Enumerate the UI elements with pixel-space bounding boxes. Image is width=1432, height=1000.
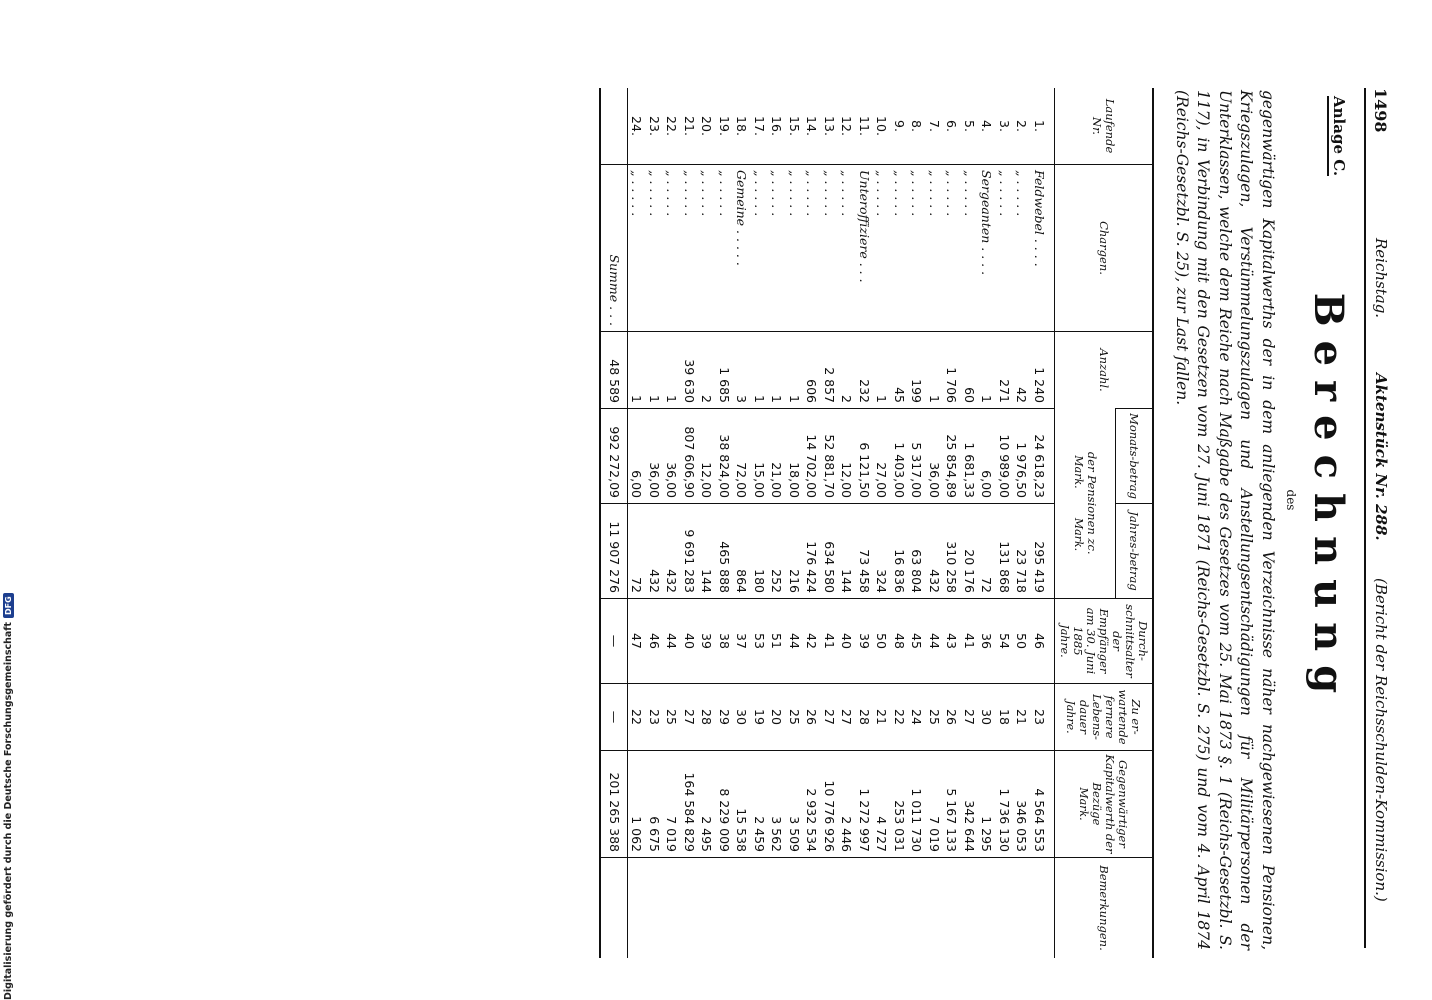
row-monatsbetrag: 1 976,50: [1013, 409, 1031, 504]
row-nr: 18.: [734, 116, 750, 136]
row-anzahl: 1: [646, 332, 664, 409]
table-row: [856, 88, 874, 958]
total-anzahl: 48 589: [601, 332, 628, 409]
row-bemerkungen: [786, 858, 804, 959]
row-anzahl: 232: [856, 332, 874, 409]
row-bemerkungen: [943, 858, 961, 959]
row-lebensdauer: 28: [698, 684, 716, 751]
row-charge: „ . . . . .: [961, 165, 979, 332]
row-nr: 19.: [716, 116, 732, 136]
row-bemerkungen: [838, 858, 856, 959]
row-durchschnittsalter: 45: [908, 599, 926, 684]
row-kapitalwerth: 7 019: [926, 751, 944, 858]
row-nr: 7.: [926, 120, 942, 132]
row-anzahl: 2 857: [821, 332, 839, 409]
row-kapitalwerth: 6 675: [646, 751, 664, 858]
row-jahresbetrag: 180: [751, 504, 769, 599]
row-nr: 14.: [804, 116, 820, 136]
row-nr: 15.: [786, 116, 802, 136]
row-durchschnittsalter: 43: [943, 599, 961, 684]
row-nr: 11.: [856, 116, 872, 136]
row-anzahl: 1 706: [943, 332, 961, 409]
table-body: [628, 88, 1055, 958]
row-jahresbetrag: 432: [646, 504, 664, 599]
row-monatsbetrag: 36,00: [646, 409, 664, 504]
row-durchschnittsalter: 39: [856, 599, 874, 684]
row-anzahl: 1 240: [1031, 332, 1055, 409]
row-kapitalwerth: 164 584 829: [681, 751, 699, 858]
journal-label: Reichstag.: [1372, 238, 1390, 319]
row-nr: 21.: [681, 116, 697, 136]
row-jahresbetrag: 252: [768, 504, 786, 599]
row-nr: 3.: [996, 120, 1012, 132]
row-charge: „ . . . . .: [768, 165, 786, 332]
header-pension-group: [1055, 409, 1116, 599]
row-kapitalwerth: 2 446: [838, 751, 856, 858]
row-monatsbetrag: 52 881,70: [821, 409, 839, 504]
row-anzahl: 1: [978, 332, 996, 409]
table-row: [768, 88, 786, 958]
row-nr: 24.: [629, 116, 645, 136]
row-nr: 16.: [769, 116, 785, 136]
row-monatsbetrag: 6,00: [628, 409, 646, 504]
row-bemerkungen: [803, 858, 821, 959]
row-bemerkungen: [873, 858, 891, 959]
row-durchschnittsalter: 44: [786, 599, 804, 684]
header-bemerkungen: Bemerkungen.: [1055, 858, 1154, 959]
running-header: [1366, 88, 1390, 948]
row-nr: 22.: [664, 116, 680, 136]
row-anzahl: 1: [628, 332, 646, 409]
row-kapitalwerth: 342 644: [961, 751, 979, 858]
row-lebensdauer: 25: [926, 684, 944, 751]
row-lebensdauer: 27: [838, 684, 856, 751]
table-header-row: [1115, 88, 1153, 958]
row-charge: „ . . . . .: [943, 165, 961, 332]
table-row: [821, 88, 839, 958]
row-monatsbetrag: 18,00: [786, 409, 804, 504]
header-lebensdauer-label: Zu er-wartende fernere Lebens-dauer: [1077, 689, 1144, 745]
total-kapitalwerth: 201 265 388: [601, 751, 628, 858]
row-bemerkungen: [768, 858, 786, 959]
row-anzahl: 42: [1013, 332, 1031, 409]
header-monatsbetrag: Monats-betrag: [1115, 409, 1153, 504]
row-monatsbetrag: 27,00: [873, 409, 891, 504]
row-charge: „ . . . . .: [873, 165, 891, 332]
row-durchschnittsalter: 48: [891, 599, 909, 684]
header-laufende-nr: Laufende Nr.: [1055, 88, 1154, 165]
total-lebensdauer: —: [601, 684, 628, 751]
row-lebensdauer: 21: [873, 684, 891, 751]
table-row: [698, 88, 716, 958]
row-durchschnittsalter: 41: [821, 599, 839, 684]
row-monatsbetrag: 15,00: [751, 409, 769, 504]
row-lebensdauer: 26: [943, 684, 961, 751]
row-bemerkungen: [733, 858, 751, 959]
row-bemerkungen: [1013, 858, 1031, 959]
row-nr: 6.: [944, 120, 960, 132]
header-anzahl: Anzahl.: [1055, 332, 1154, 409]
table-row: [908, 88, 926, 958]
row-bemerkungen: [891, 858, 909, 959]
header-chargen: Chargen.: [1055, 165, 1154, 332]
header-kapitalwerth-label: Gegenwärtiger Kapitalwerth der Bezüge: [1090, 754, 1131, 854]
row-charge: Sergeanten . . . .: [978, 165, 996, 332]
row-nr: 12.: [839, 116, 855, 136]
row-durchschnittsalter: 40: [681, 599, 699, 684]
row-jahresbetrag: 72: [978, 504, 996, 599]
row-durchschnittsalter: 47: [628, 599, 646, 684]
row-jahresbetrag: 20 176: [961, 504, 979, 599]
row-durchschnittsalter: 46: [646, 599, 664, 684]
row-anzahl: 45: [891, 332, 909, 409]
header-rule: [1364, 88, 1366, 948]
row-durchschnittsalter: 44: [926, 599, 944, 684]
row-lebensdauer: 27: [681, 684, 699, 751]
pension-table-frame: [486, 88, 1154, 958]
row-monatsbetrag: 36,00: [663, 409, 681, 504]
header-durchschnittsalter-label: Durch-schnittsalter der Empfänger am 30. Juni 1885: [1071, 604, 1150, 678]
row-jahresbetrag: 634 580: [821, 504, 839, 599]
row-lebensdauer: 23: [1031, 684, 1055, 751]
row-anzahl: 39 630: [681, 332, 699, 409]
row-anzahl: 271: [996, 332, 1014, 409]
row-bemerkungen: [926, 858, 944, 959]
row-durchschnittsalter: 39: [698, 599, 716, 684]
unit-jahre-1: Jahre.: [1058, 624, 1071, 658]
table-row: [751, 88, 769, 958]
row-lebensdauer: 24: [908, 684, 926, 751]
row-monatsbetrag: 12,00: [698, 409, 716, 504]
row-monatsbetrag: 5 317,00: [908, 409, 926, 504]
row-bemerkungen: [856, 858, 874, 959]
row-charge: „ . . . . .: [891, 165, 909, 332]
row-lebensdauer: 27: [821, 684, 839, 751]
row-charge: „ . . . . .: [646, 165, 664, 332]
row-kapitalwerth: 8 229 009: [716, 751, 734, 858]
table-total-row: [601, 88, 628, 958]
report-label: (Bericht der Reichsschulden-Kommission.): [1372, 578, 1390, 902]
row-charge: „ . . . . .: [786, 165, 804, 332]
row-jahresbetrag: 465 888: [716, 504, 734, 599]
row-durchschnittsalter: 37: [733, 599, 751, 684]
table-row: [803, 88, 821, 958]
row-kapitalwerth: 3 509: [786, 751, 804, 858]
row-nr: 2.: [1014, 120, 1030, 132]
header-jahresbetrag: Jahres-betrag: [1115, 504, 1153, 599]
total-bemerkungen: [601, 858, 628, 959]
row-jahresbetrag: 16 836: [891, 504, 909, 599]
row-charge: „ . . . . .: [1013, 165, 1031, 332]
title-connector: des: [1284, 489, 1298, 511]
row-anzahl: 606: [803, 332, 821, 409]
row-kapitalwerth: 1 736 130: [996, 751, 1014, 858]
row-lebensdauer: 25: [663, 684, 681, 751]
intro-paragraph: gegenwärtigen Kapitalwerths der in dem anliegenden Verzeichnisse näher nachgewiesenen Pensionen, Kriegszulagen, Verstümmelungszulagen und Anstellungsentschädigungen für Militärpersonen der Unterklassen, welche dem Reiche nach Maßgabe des Gesetzes vom 25. Mai 1873 §. 1 (Reichs-Gesetzbl. S. 117), in Verbindung mit den Gesetzen vom 27. Juni 1871 (Reichs-Gesetzbl. S. 275) und vom 4. April 1874 (Reichs-Gesetzbl. S. 25), zur Last fallen.: [1173, 90, 1277, 950]
row-bemerkungen: [698, 858, 716, 959]
table-row: [733, 88, 751, 958]
table-row: [943, 88, 961, 958]
row-durchschnittsalter: 53: [751, 599, 769, 684]
row-bemerkungen: [821, 858, 839, 959]
total-label: Summe . . .: [601, 165, 628, 332]
document-title: Berechnung: [1305, 292, 1352, 708]
row-charge: Feldwebel . . . .: [1031, 165, 1055, 332]
row-jahresbetrag: 144: [698, 504, 716, 599]
row-nr: 13.: [821, 116, 837, 136]
row-anzahl: 1: [873, 332, 891, 409]
table-row: [786, 88, 804, 958]
row-jahresbetrag: 23 718: [1013, 504, 1031, 599]
row-charge: Gemeine . . . . .: [733, 165, 751, 332]
row-monatsbetrag: 6,00: [978, 409, 996, 504]
table-row: [978, 88, 996, 958]
row-monatsbetrag: 1 681,33: [961, 409, 979, 504]
row-anzahl: 60: [961, 332, 979, 409]
row-bemerkungen: [681, 858, 699, 959]
table-row: [961, 88, 979, 958]
header-pension-group-label: der Pensionen zc.: [1084, 451, 1099, 555]
table-row: [716, 88, 734, 958]
row-kapitalwerth: 4 564 553: [1031, 751, 1055, 858]
row-jahresbetrag: 295 419: [1031, 504, 1055, 599]
row-bemerkungen: [751, 858, 769, 959]
row-lebensdauer: 20: [768, 684, 786, 751]
digitization-text: Digitalisierung gefördert durch die Deutsche Forschungsgemeinschaft: [2, 622, 14, 1000]
unit-mark-2: Mark.: [1071, 517, 1085, 552]
row-jahresbetrag: 9 691 283: [681, 504, 699, 599]
total-nr: [601, 88, 628, 165]
row-lebensdauer: 23: [646, 684, 664, 751]
row-kapitalwerth: 10 776 926: [821, 751, 839, 858]
row-lebensdauer: 21: [1013, 684, 1031, 751]
row-nr: 1.: [1031, 120, 1047, 132]
row-anzahl: 2: [838, 332, 856, 409]
row-bemerkungen: [716, 858, 734, 959]
header-kapitalwerth: [1055, 751, 1154, 858]
row-monatsbetrag: 1 403,00: [891, 409, 909, 504]
row-charge: „ . . . . .: [926, 165, 944, 332]
row-durchschnittsalter: 44: [663, 599, 681, 684]
table-row: [926, 88, 944, 958]
row-charge: „ . . . . .: [751, 165, 769, 332]
row-charge: „ . . . . .: [803, 165, 821, 332]
row-anzahl: 3: [733, 332, 751, 409]
row-jahresbetrag: 63 804: [908, 504, 926, 599]
row-kapitalwerth: 7 019: [663, 751, 681, 858]
row-kapitalwerth: 2 495: [698, 751, 716, 858]
row-anzahl: 199: [908, 332, 926, 409]
row-charge: Unteroffiziere . . .: [856, 165, 874, 332]
row-bemerkungen: [1031, 858, 1055, 959]
row-lebensdauer: 18: [996, 684, 1014, 751]
row-jahresbetrag: 144: [838, 504, 856, 599]
row-monatsbetrag: 72,00: [733, 409, 751, 504]
row-lebensdauer: 29: [716, 684, 734, 751]
dfg-logo: DFG: [3, 593, 14, 618]
row-lebensdauer: 22: [891, 684, 909, 751]
row-charge: „ . . . . .: [716, 165, 734, 332]
row-durchschnittsalter: 41: [961, 599, 979, 684]
row-monatsbetrag: 10 989,00: [996, 409, 1014, 504]
row-charge: „ . . . . .: [698, 165, 716, 332]
row-durchschnittsalter: 54: [996, 599, 1014, 684]
row-charge: „ . . . . .: [996, 165, 1014, 332]
unit-mark-1: Mark.: [1071, 455, 1085, 489]
row-nr: 5.: [961, 120, 977, 132]
row-bemerkungen: [663, 858, 681, 959]
document-number: Aktenstück Nr. 288.: [1372, 373, 1390, 541]
row-kapitalwerth: 2 932 534: [803, 751, 821, 858]
row-bemerkungen: [978, 858, 996, 959]
header-lebensdauer: [1055, 684, 1154, 751]
row-jahresbetrag: 176 424: [803, 504, 821, 599]
row-anzahl: 1: [926, 332, 944, 409]
row-charge: „ . . . . .: [838, 165, 856, 332]
row-kapitalwerth: 346 053: [1013, 751, 1031, 858]
row-kapitalwerth: 1 295: [978, 751, 996, 858]
row-anzahl: 1: [663, 332, 681, 409]
row-kapitalwerth: 5 167 133: [943, 751, 961, 858]
row-anzahl: 1 685: [716, 332, 734, 409]
row-lebensdauer: 26: [803, 684, 821, 751]
digitization-note: [0, 596, 16, 1000]
row-nr: 17.: [751, 116, 767, 136]
row-kapitalwerth: 15 538: [733, 751, 751, 858]
row-monatsbetrag: 12,00: [838, 409, 856, 504]
row-monatsbetrag: 14 702,00: [803, 409, 821, 504]
row-monatsbetrag: 807 606,90: [681, 409, 699, 504]
table-row: [891, 88, 909, 958]
row-kapitalwerth: 1 062: [628, 751, 646, 858]
row-jahresbetrag: 432: [926, 504, 944, 599]
header-durchschnittsalter: [1055, 599, 1154, 684]
row-jahresbetrag: 310 258: [943, 504, 961, 599]
row-durchschnittsalter: 50: [1013, 599, 1031, 684]
row-nr: 4.: [979, 120, 995, 132]
row-charge: „ . . . . .: [628, 165, 646, 332]
row-monatsbetrag: 25 854,89: [943, 409, 961, 504]
row-charge: „ . . . . .: [681, 165, 699, 332]
row-charge: „ . . . . .: [821, 165, 839, 332]
row-kapitalwerth: 4 727: [873, 751, 891, 858]
row-kapitalwerth: 1 272 997: [856, 751, 874, 858]
row-nr: 20.: [699, 116, 715, 136]
row-lebensdauer: 30: [978, 684, 996, 751]
row-kapitalwerth: 253 031: [891, 751, 909, 858]
row-bemerkungen: [996, 858, 1014, 959]
row-monatsbetrag: 38 824,00: [716, 409, 734, 504]
row-lebensdauer: 27: [961, 684, 979, 751]
row-charge: „ . . . . .: [663, 165, 681, 332]
row-kapitalwerth: 2 459: [751, 751, 769, 858]
row-nr: 10.: [874, 116, 890, 136]
row-jahresbetrag: 131 868: [996, 504, 1014, 599]
unit-jahre-2: Jahre.: [1064, 700, 1078, 734]
row-monatsbetrag: 6 121,50: [856, 409, 874, 504]
table-row: [1013, 88, 1031, 958]
row-durchschnittsalter: 46: [1031, 599, 1055, 684]
row-bemerkungen: [961, 858, 979, 959]
row-bemerkungen: [628, 858, 646, 959]
row-anzahl: 2: [698, 332, 716, 409]
row-bemerkungen: [908, 858, 926, 959]
row-bemerkungen: [646, 858, 664, 959]
table-row: [681, 88, 699, 958]
page-number: 1498: [1371, 88, 1390, 133]
row-jahresbetrag: 72: [628, 504, 646, 599]
row-nr: 8.: [909, 120, 925, 132]
table-row: [838, 88, 856, 958]
row-lebensdauer: 19: [751, 684, 769, 751]
row-durchschnittsalter: 38: [716, 599, 734, 684]
row-lebensdauer: 30: [733, 684, 751, 751]
row-monatsbetrag: 36,00: [926, 409, 944, 504]
pension-table: [600, 88, 1155, 958]
row-jahresbetrag: 73 458: [856, 504, 874, 599]
table-row: [996, 88, 1014, 958]
row-lebensdauer: 28: [856, 684, 874, 751]
row-jahresbetrag: 216: [786, 504, 804, 599]
row-jahresbetrag: 324: [873, 504, 891, 599]
row-anzahl: 1: [768, 332, 786, 409]
row-durchschnittsalter: 42: [803, 599, 821, 684]
annex-label: Anlage C.: [1327, 96, 1348, 176]
total-jahresbetrag: 11 907 276: [601, 504, 628, 599]
total-durchschnittsalter: —: [601, 599, 628, 684]
total-monatsbetrag: 992 272,09: [601, 409, 628, 504]
table-row: [646, 88, 664, 958]
unit-mark-3: Mark.: [1077, 787, 1091, 821]
row-lebensdauer: 22: [628, 684, 646, 751]
row-nr: 23.: [646, 116, 662, 136]
row-lebensdauer: 25: [786, 684, 804, 751]
table-row: [628, 88, 646, 958]
row-anzahl: 1: [786, 332, 804, 409]
row-anzahl: 1: [751, 332, 769, 409]
row-kapitalwerth: 1 011 730: [908, 751, 926, 858]
row-durchschnittsalter: 36: [978, 599, 996, 684]
row-monatsbetrag: 24 618,23: [1031, 409, 1055, 504]
table-row: [663, 88, 681, 958]
row-monatsbetrag: 21,00: [768, 409, 786, 504]
row-kapitalwerth: 3 562: [768, 751, 786, 858]
row-nr: 9.: [891, 120, 907, 132]
row-charge: „ . . . . .: [908, 165, 926, 332]
row-durchschnittsalter: 51: [768, 599, 786, 684]
row-jahresbetrag: 432: [663, 504, 681, 599]
table-row: [1031, 88, 1055, 958]
table-row: [873, 88, 891, 958]
row-durchschnittsalter: 40: [838, 599, 856, 684]
row-durchschnittsalter: 50: [873, 599, 891, 684]
row-jahresbetrag: 864: [733, 504, 751, 599]
